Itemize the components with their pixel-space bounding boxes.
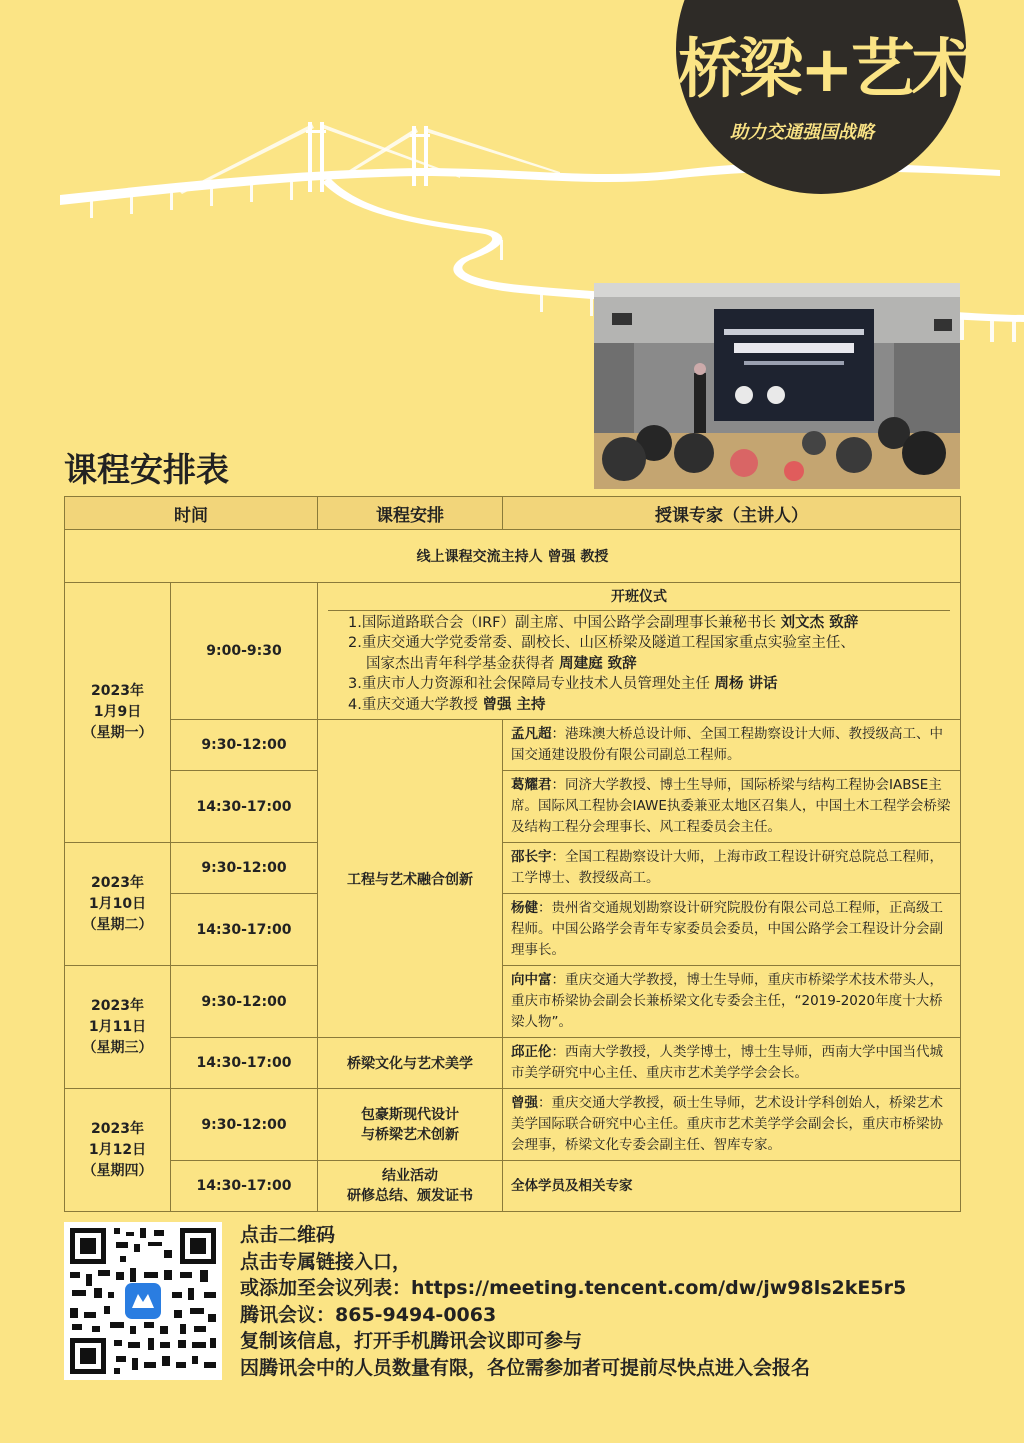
brand-title: 桥梁+艺术	[678, 33, 973, 107]
date-day1: 2023年 1月9日 （星期一）	[65, 583, 171, 843]
time-cell: 14:30-17:00	[171, 1161, 318, 1212]
time-cell: 14:30-17:00	[171, 771, 318, 843]
time-cell: 9:00-9:30	[171, 583, 318, 720]
info-line[interactable]: 点击专属链接入口，	[240, 1250, 412, 1273]
list-item: 4.重庆交通大学教授 曾强 主持	[348, 696, 546, 713]
classroom-photo	[594, 283, 960, 489]
header-time: 时间	[65, 497, 318, 530]
brand-subtitle: 助力交通强国战略	[730, 122, 874, 143]
expert-cell: 曾强：重庆交通大学教授，硕士生导师，艺术设计学科创始人，桥梁艺术美学国际联合研究中心主任。重庆市艺术美学学会副会长，重庆市桥梁协会理事，桥梁文化专委会副主任、智库专家。	[503, 1089, 961, 1161]
info-line: 复制该信息，打开手机腾讯会议即可参与	[240, 1330, 583, 1352]
time-cell: 14:30-17:00	[171, 894, 318, 966]
date-day2: 2023年 1月10日 （星期二）	[65, 843, 171, 966]
header-expert: 授课专家（主讲人）	[503, 497, 961, 530]
expert-cell: 杨健：贵州省交通规划勘察设计研究院股份有限公司总工程师，正高级工程师。中国公路学会青年专家委员会委员，中国公路学会工程设计分会副理事长。	[503, 894, 961, 966]
table-row	[65, 583, 961, 720]
course-bauhaus: 包豪斯现代设计 与桥梁艺术创新	[318, 1089, 503, 1161]
list-item: 国家杰出青年科学基金获得者 周建庭 致辞	[366, 655, 637, 672]
time-cell: 9:30-12:00	[171, 1089, 318, 1161]
expert-cell: 邱正伦：西南大学教授，人类学博士，博士生导师，西南大学中国当代城市美学研究中心主任、重庆市艺术美学学会会长。	[503, 1038, 961, 1089]
table-row	[65, 720, 961, 771]
time-cell: 9:30-12:00	[171, 966, 318, 1038]
course-fusion: 工程与艺术融合创新	[318, 720, 503, 1038]
date-day4: 2023年 1月12日 （星期四）	[65, 1089, 171, 1212]
expert-cell: 邵长宇：全国工程勘察设计大师，上海市政工程设计研究总院总工程师，工学博士、教授级高工。	[503, 843, 961, 894]
table-row	[65, 966, 961, 1038]
qr-code[interactable]	[64, 1222, 222, 1380]
expert-cell: 孟凡超：港珠澳大桥总设计师、全国工程勘察设计大师、教授级高工、中国交通建设股份有限公司副总工程师。	[503, 720, 961, 771]
table-row	[65, 1038, 961, 1089]
time-cell: 14:30-17:00	[171, 1038, 318, 1089]
course-closing: 结业活动 研修总结、颁发证书	[318, 1161, 503, 1212]
opening-ceremony	[318, 583, 961, 720]
meeting-id: 腾讯会议：865-9494-0063	[240, 1303, 497, 1326]
header-row	[65, 497, 961, 530]
time-cell: 9:30-12:00	[171, 843, 318, 894]
list-item: 2.重庆交通大学党委常委、副校长、山区桥梁及隧道工程国家重点实验室主任、	[348, 635, 855, 651]
expert-cell: 葛耀君：同济大学教授、博士生导师，国际桥梁与结构工程协会IABSE主席。国际风工程协会IAWE执委兼亚太地区召集人，中国土木工程学会桥梁及结构工程分会理事长、风工程委员会主任。	[503, 771, 961, 843]
meeting-logo-icon	[125, 1283, 161, 1319]
table-row	[65, 771, 961, 843]
expert-cell: 向中富：重庆交通大学教授，博士生导师，重庆市桥梁学术技术带头人，重庆市桥梁协会副会长兼桥梁文化专委会主任，“2019-2020年度十大桥梁人物”。	[503, 966, 961, 1038]
table-row	[65, 894, 961, 966]
list-item: 3.重庆市人力资源和社会保障局专业技术人员管理处主任 周杨 讲话	[348, 676, 778, 692]
schedule-table	[64, 496, 961, 1212]
course-culture: 桥梁文化与艺术美学	[318, 1038, 503, 1089]
list-item: 1.国际道路联合会（IRF）副主席、中国公路学会副理事长兼秘书长 刘文杰 致辞	[348, 614, 859, 631]
info-line[interactable]: 点击二维码	[240, 1224, 336, 1246]
time-cell: 9:30-12:00	[171, 720, 318, 771]
table-row	[65, 843, 961, 894]
info-line: 因腾讯会中的人员数量有限，各位需参加者可提前尽快点进入会报名	[240, 1356, 811, 1379]
expert-cell: 全体学员及相关专家	[503, 1161, 961, 1212]
meeting-info	[240, 1222, 906, 1381]
ceremony-title: 开班仪式	[328, 587, 950, 611]
meeting-link[interactable]: 或添加至会议列表：https://meeting.tencent.com/dw/jw98ls2kE5r5	[240, 1277, 907, 1299]
header-course: 课程安排	[318, 497, 503, 530]
table-row	[65, 1089, 961, 1161]
table-row	[65, 1161, 961, 1212]
section-title: 课程安排表	[64, 450, 229, 489]
host-row	[65, 530, 961, 583]
host-cell: 线上课程交流主持人 曾强 教授	[65, 530, 961, 583]
date-day3: 2023年 1月11日 （星期三）	[65, 966, 171, 1089]
